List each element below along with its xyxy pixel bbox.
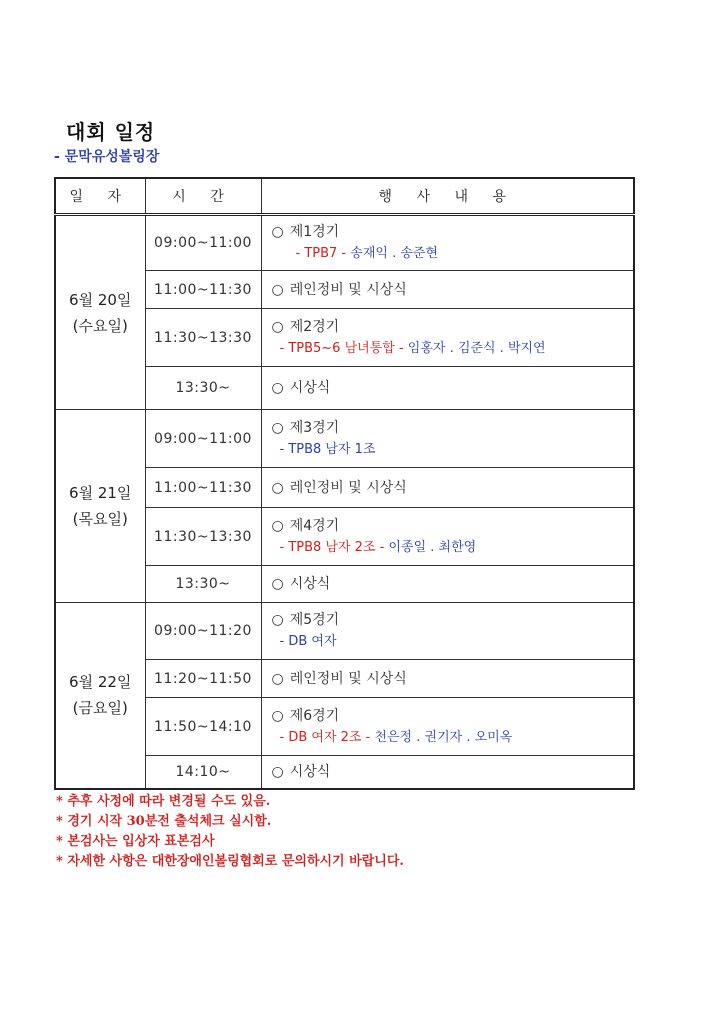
event-detail-prefix: - TPB7 - xyxy=(295,246,347,261)
time-cell: 11:30~13:30 xyxy=(145,508,261,566)
event-label: 레인정비 및 시상식 xyxy=(289,479,407,496)
notes-list xyxy=(56,792,404,872)
time-cell: 11:00~11:30 xyxy=(145,271,261,309)
note-item: * 자세한 사항은 대한장애인볼링협회로 문의하시기 바랍니다. xyxy=(56,854,404,869)
event-cell xyxy=(261,410,634,468)
date-label: 6월 20일 xyxy=(69,290,132,309)
circle-bullet-icon: ○ xyxy=(271,612,284,628)
event-detail-prefix: - TPB5~6 남녀통합 - xyxy=(279,340,404,356)
header-time: 시 간 xyxy=(145,178,261,215)
event-label: 레인정비 및 시상식 xyxy=(289,281,407,298)
date-cell xyxy=(55,603,145,789)
date-label: 6월 22일 xyxy=(69,673,132,692)
event-label: 제2경기 xyxy=(289,318,340,335)
event-label: 제5경기 xyxy=(289,612,340,628)
time-cell: 13:30~ xyxy=(145,367,261,410)
event-cell xyxy=(261,756,634,789)
time-cell: 11:50~14:10 xyxy=(145,698,261,756)
event-detail-names: 천은정 . 권기자 . 오미옥 xyxy=(374,729,513,745)
event-label: 시상식 xyxy=(289,380,331,396)
event-detail-prefix: - TPB8 남자 2조 - xyxy=(279,539,385,555)
event-cell xyxy=(261,508,634,566)
event-cell xyxy=(261,603,634,660)
event-cell xyxy=(261,367,634,410)
time-cell: 11:20~11:50 xyxy=(145,660,261,698)
event-label: 제1경기 xyxy=(289,224,340,240)
event-detail-names: 송재익 . 송준현 xyxy=(350,246,439,261)
event-cell xyxy=(261,215,634,271)
circle-bullet-icon: ○ xyxy=(271,318,284,335)
circle-bullet-icon: ○ xyxy=(271,517,284,534)
event-detail-names: 임홍자 . 김준식 . 박지연 xyxy=(407,340,546,356)
time-cell: 14:10~ xyxy=(145,756,261,789)
circle-bullet-icon: ○ xyxy=(271,576,284,592)
table-header-row xyxy=(55,178,634,215)
circle-bullet-icon: ○ xyxy=(271,281,284,298)
event-detail-prefix: - DB 여자 2조 - xyxy=(279,729,371,745)
note-item: * 경기 시작 30분전 출석체크 실시함. xyxy=(56,814,272,829)
circle-bullet-icon: ○ xyxy=(271,707,284,724)
event-cell xyxy=(261,660,634,698)
event-label: 제6경기 xyxy=(289,707,340,724)
event-label: 제3경기 xyxy=(289,419,340,436)
venue-subtitle: - 문막유성볼링장 xyxy=(54,149,160,165)
time-cell: 09:00~11:20 xyxy=(145,603,261,660)
event-cell xyxy=(261,271,634,309)
time-cell: 09:00~11:00 xyxy=(145,410,261,468)
circle-bullet-icon: ○ xyxy=(271,670,284,687)
event-cell xyxy=(261,309,634,367)
circle-bullet-icon: ○ xyxy=(271,479,284,496)
event-label: 레인정비 및 시상식 xyxy=(289,670,407,687)
note-item: * 추후 사정에 따라 변경될 수도 있음. xyxy=(56,794,271,809)
header-event: 행 사 내 용 xyxy=(261,178,634,215)
weekday-label: (목요일) xyxy=(72,510,128,528)
circle-bullet-icon: ○ xyxy=(271,224,284,240)
circle-bullet-icon: ○ xyxy=(271,419,284,436)
note-item: * 본검사는 입상자 표본검사 xyxy=(56,834,215,849)
weekday-label: (수요일) xyxy=(72,316,128,335)
schedule-table xyxy=(54,177,635,790)
table-row xyxy=(55,215,634,271)
time-cell: 13:30~ xyxy=(145,566,261,603)
event-detail: - DB 여자 xyxy=(279,634,337,649)
event-cell xyxy=(261,698,634,756)
time-cell: 11:00~11:30 xyxy=(145,468,261,508)
header-date: 일 자 xyxy=(55,178,145,215)
date-cell xyxy=(55,410,145,603)
table-row xyxy=(55,603,634,660)
date-cell xyxy=(55,215,145,410)
event-label: 시상식 xyxy=(289,576,331,592)
event-label: 시상식 xyxy=(289,763,331,780)
event-cell xyxy=(261,566,634,603)
weekday-label: (금요일) xyxy=(72,699,128,718)
table-row xyxy=(55,410,634,468)
circle-bullet-icon: ○ xyxy=(271,763,284,780)
time-cell: 11:30~13:30 xyxy=(145,309,261,367)
event-label: 제4경기 xyxy=(289,517,340,534)
event-cell xyxy=(261,468,634,508)
event-detail: - TPB8 남자 1조 xyxy=(279,441,376,457)
event-detail-names: 이종일 . 최한영 xyxy=(388,539,477,555)
page-title: 대회 일정 xyxy=(66,120,156,144)
time-cell: 09:00~11:00 xyxy=(145,215,261,271)
circle-bullet-icon: ○ xyxy=(271,380,284,396)
date-label: 6월 21일 xyxy=(69,484,132,502)
